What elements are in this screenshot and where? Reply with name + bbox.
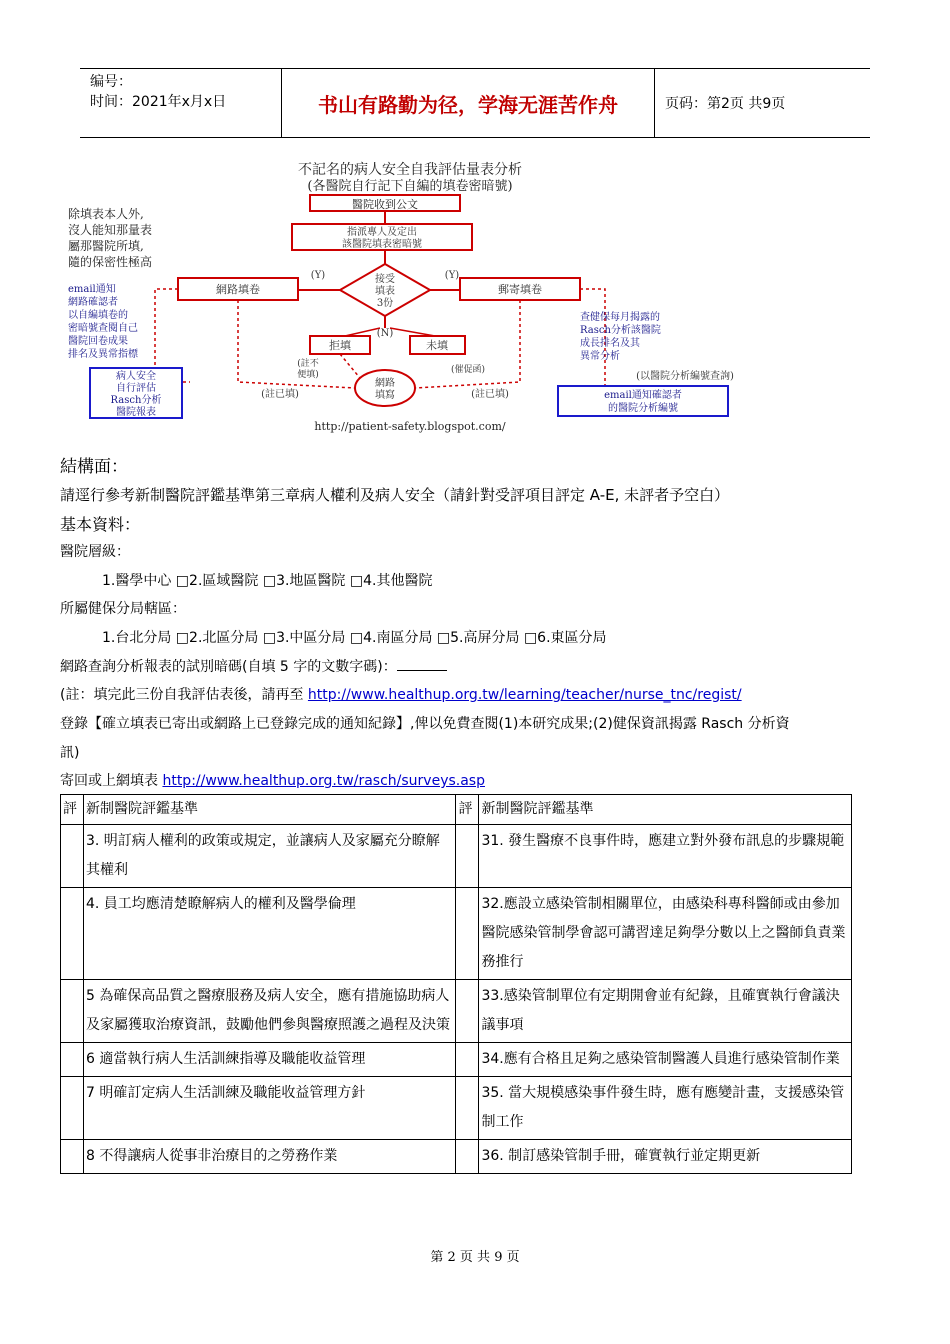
- score-cell[interactable]: [456, 1043, 479, 1077]
- filled-right-label: (註已填): [471, 389, 509, 400]
- score-cell[interactable]: [61, 888, 84, 980]
- left-blue-3: Rasch分析: [110, 395, 162, 406]
- criteria-cell: 31. 發生醫療不良事件時，應建立對外發布訊息的步驟規範: [479, 825, 852, 888]
- criteria-cell: 8 不得讓病人從事非治療目的之勞務作業: [83, 1140, 456, 1174]
- page-footer: 第 2 页 共 9 页: [430, 1250, 520, 1265]
- assign-box-line1: 指派專人及定出: [347, 227, 417, 238]
- return-prefix: 寄回或上網填表: [60, 773, 163, 789]
- dashed-refuse-flow: [340, 354, 360, 378]
- right-note-1: 查健保每月揭露的: [580, 312, 660, 323]
- figure-title: 不記名的病人安全自我評估量表分析: [298, 162, 522, 178]
- right-blue-1: email通知確認者: [604, 390, 682, 401]
- right-note-3: 成長排名及其: [580, 338, 640, 349]
- instruction-text: 請逕行參考新制醫院評鑑基準第三章病人權利及病人安全（請針對受評項目評定 A-E, 未評者予空白）: [60, 486, 730, 504]
- surveys-link[interactable]: http://www.healthup.org.tw/rasch/surveys.asp: [162, 773, 485, 789]
- criteria-cell: 3. 明訂病人權利的政策或規定，並讓病人及家屬充分瞭解其權利: [83, 825, 456, 888]
- regist-link[interactable]: http://www.healthup.org.tw/learning/teacher/nurse_tnc/regist/: [307, 687, 742, 703]
- header-score-left: 評: [61, 795, 84, 825]
- score-cell[interactable]: [61, 980, 84, 1043]
- left-blue-4: 醫院報表: [116, 407, 156, 418]
- doc-number-label: 编号：: [90, 74, 132, 90]
- left-email-note: [68, 283, 139, 360]
- note-line: [60, 684, 742, 704]
- diamond-line1: 接受: [375, 274, 395, 285]
- page-header: [80, 68, 870, 138]
- doc-time-label: 时间：2021年x月x日: [90, 94, 227, 110]
- table-row: [61, 980, 852, 1043]
- circle-line1: 網路: [375, 378, 395, 389]
- header-meta: [80, 69, 282, 137]
- criteria-cell: 4. 員工均應清楚瞭解病人的權利及醫學倫理: [83, 888, 456, 980]
- header-score-right: 評: [456, 795, 479, 825]
- left-email-6: 排名及異常指標: [68, 349, 138, 360]
- yes-left-label: (Y): [310, 270, 326, 281]
- criteria-cell: 35. 當大規模感染事件發生時，應有應變計畫，支援感染管制工作: [479, 1077, 852, 1140]
- score-cell[interactable]: [61, 1077, 84, 1140]
- left-note-4: 隨的保密性極高: [68, 255, 153, 269]
- right-note-2: Rasch分析該醫院: [580, 325, 661, 336]
- code-line: [60, 656, 447, 676]
- flowchart-figure: [60, 150, 760, 435]
- register-line-1: 登錄【確立填表已寄出或網路上已登錄完成的通知紀錄】,俾以免費查閱(1)本研究成果;(2)健保資訊揭露 Rasch 分析資: [60, 716, 790, 732]
- criteria-cell: 33.感染管制單位有定期開會並有紀錄，且確實執行會議決議事項: [479, 980, 852, 1043]
- bureau-options: 1.台北分局 □2.北區分局 □3.中區分局 □4.南區分局 □5.高屏分局 □6.東區分局: [102, 630, 607, 646]
- arrow-no-left: [345, 328, 380, 336]
- score-cell[interactable]: [456, 825, 479, 888]
- figure-subtitle: (各醫院自行記下自編的填卷密暗號): [307, 179, 513, 194]
- left-blue-1: 病人安全: [116, 371, 156, 382]
- diamond-line2: 填表: [375, 286, 395, 297]
- yes-right-label: (Y): [444, 270, 460, 281]
- criteria-cell: 32.應設立感染管制相關單位，由感染科專科醫師或由參加醫院感染管制學會認可講習達足夠學分數以上之醫師負責業務推行: [479, 888, 852, 980]
- right-note-4: 異常分析: [580, 351, 620, 362]
- right-query-label: (以醫院分析編號查詢): [636, 371, 734, 382]
- table-row: [61, 1077, 852, 1140]
- diamond-line3: 3份: [376, 298, 394, 309]
- right-note: [580, 310, 661, 362]
- hospital-level-label: 醫院層級：: [60, 544, 130, 560]
- left-email-4: 密暗號查閱自己: [68, 323, 138, 334]
- criteria-cell: 36. 制訂感染管制手冊，確實執行並定期更新: [479, 1140, 852, 1174]
- left-note-2: 沒人能知那量表: [68, 223, 153, 237]
- table-row: [61, 1043, 852, 1077]
- figure-url: http://patient-safety.blogspot.com/: [314, 420, 506, 433]
- criteria-cell: 5 為確保高品質之醫療服務及病人安全，應有措施協助病人及家屬獲取治療資訊，鼓勵他們參與醫療照護之過程及決策: [83, 980, 456, 1043]
- left-email-3: 以自編填卷的: [68, 310, 128, 321]
- criteria-cell: 6 適當執行病人生活訓練指導及職能收益管理: [83, 1043, 456, 1077]
- score-cell[interactable]: [456, 1140, 479, 1174]
- arrow-no-right: [390, 328, 435, 336]
- bureau-label: 所屬健保分局轄區：: [60, 601, 186, 617]
- header-criteria-right: 新制醫院評鑑基準: [479, 795, 852, 825]
- table-row: [61, 825, 852, 888]
- score-cell[interactable]: [61, 1043, 84, 1077]
- score-cell[interactable]: [456, 980, 479, 1043]
- left-email-1: email通知: [68, 284, 116, 295]
- filled-left-label: (註已填): [261, 389, 299, 400]
- left-blue-2: 自行評估: [116, 383, 156, 394]
- left-note-1: 除填表本人外,: [68, 207, 144, 221]
- score-cell[interactable]: [456, 1077, 479, 1140]
- left-blue-text: [111, 369, 162, 418]
- criteria-table: [60, 794, 852, 1174]
- left-email-5: 醫院回卷成果: [68, 336, 128, 347]
- table-header-row: [61, 795, 852, 825]
- criteria-cell: 7 明確訂定病人生活訓練及職能收益管理方針: [83, 1077, 456, 1140]
- score-cell[interactable]: [456, 888, 479, 980]
- mail-fill-label: 郵寄填卷: [498, 283, 542, 296]
- structure-heading: 結構面：: [60, 457, 128, 477]
- hospital-level-options: 1.醫學中心 □2.區域醫院 □3.地區醫院 □4.其他醫院: [102, 573, 433, 589]
- code-blank[interactable]: [397, 658, 447, 671]
- criteria-cell: 34.應有合格且足夠之感染管制醫護人員進行感染管制作業: [479, 1043, 852, 1077]
- right-blue-2: 的醫院分析編號: [608, 403, 678, 414]
- score-cell[interactable]: [61, 825, 84, 888]
- score-cell[interactable]: [61, 1140, 84, 1174]
- receive-box-label: 醫院收到公文: [352, 198, 418, 211]
- left-note-3: 屬那醫院所填,: [68, 239, 144, 253]
- header-page-label: 页码：第2页 共9页: [665, 96, 786, 112]
- header-criteria-left: 新制醫院評鑑基準: [83, 795, 456, 825]
- online-fill-label: 網路填卷: [216, 283, 260, 296]
- register-line-2: 訊): [60, 745, 80, 761]
- note-prefix: (註：填完此三份自我評估表後，請再至: [60, 687, 308, 703]
- header-motto: 书山有路勤为径，学海无涯苦作舟: [282, 69, 655, 137]
- reminder-label: (催促函): [450, 365, 486, 375]
- return-line: [60, 770, 485, 790]
- basic-heading: 基本資料：: [60, 515, 141, 534]
- table-row: [61, 888, 852, 980]
- code-line-text: 網路查詢分析報表的試別暗碼(自填 5 字的文數字碼)：: [60, 659, 397, 675]
- circle-line2: 填寫: [375, 390, 395, 401]
- table-row: [61, 1140, 852, 1174]
- refuse-note-2: 便填): [297, 370, 319, 380]
- no-label: (N): [376, 328, 394, 339]
- left-email-2: 網路確認者: [68, 297, 118, 308]
- left-note: [68, 206, 152, 269]
- refuse-note-1: (註不: [297, 359, 319, 369]
- not-filled-label: 未填: [426, 339, 448, 352]
- refuse-label: 拒填: [329, 339, 351, 352]
- assign-box-line2: 該醫院填表密暗號: [342, 239, 422, 250]
